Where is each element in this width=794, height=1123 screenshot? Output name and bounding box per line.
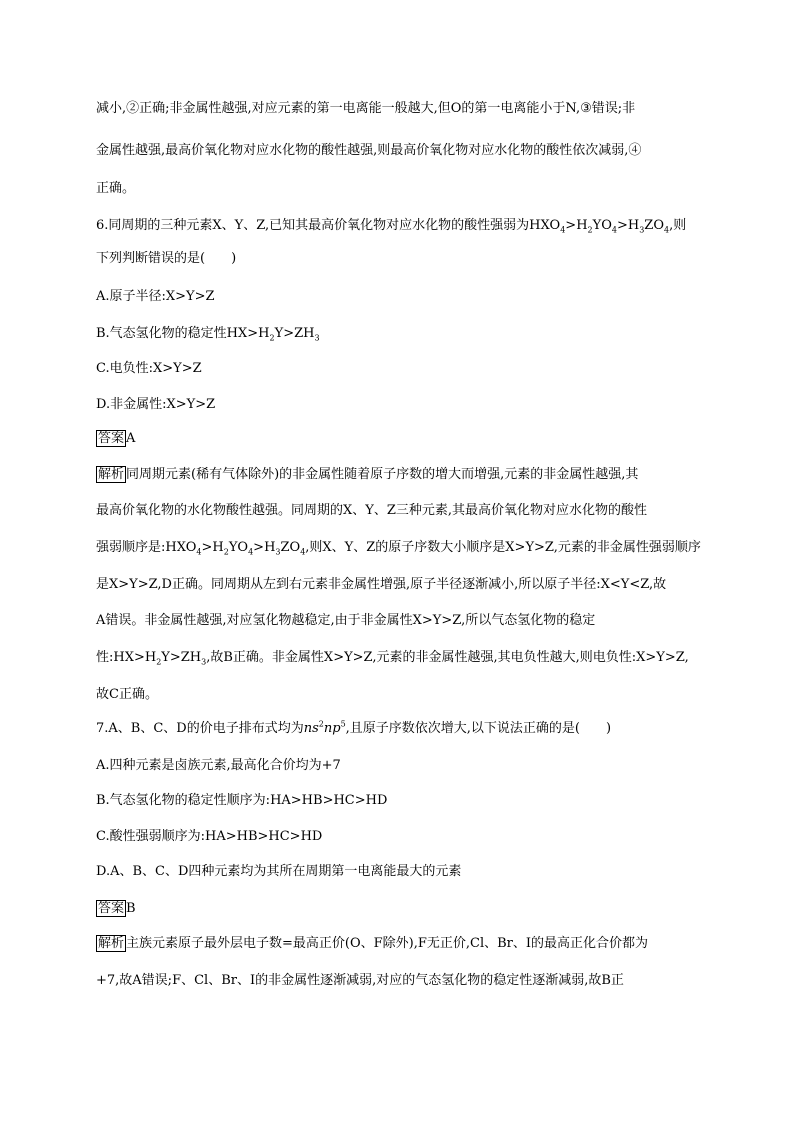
option-d: D.非金属性:X>Y>Z	[96, 397, 216, 412]
option-b: B.气态氢化物的稳定性$HX>H_2Y>ZH_3$	[96, 326, 320, 343]
text-line: 下列判断错误的是( )	[96, 251, 237, 266]
answer-label: 答案	[98, 431, 125, 446]
text-line: 最高价氧化物的水化物酸性越强。同周期的X、Y、Z三种元素,其最高价氧化物对应水化物的酸性	[96, 503, 648, 518]
text-line: 故C正确。	[96, 687, 158, 702]
analysis-line: 解析 主族元素原子最外层电子数=最高正价(O、F除外),F无正价,Cl、Br、I的最高正化合价都为	[98, 936, 649, 951]
text-line: A错误。非金属性越强,对应氢化物越稳定,由于非金属性X>Y>Z,所以气态氢化物的稳定	[96, 613, 596, 628]
text-line: 是X>Y>Z,D正确。同周期从左到右元素非金属性增强,原子半径逐渐减小,所以原子半径:X<Y<Z,故	[96, 577, 667, 592]
answer-label: 答案	[98, 901, 125, 916]
text-line: 性$:HX>H_2Y>ZH_3$,故B正确。非金属性X>Y>Z,元素的非金属性越强,其电负性越大,则电负性:X>Y>Z,	[96, 650, 689, 667]
question-6-stem: 6.同周期的三种元素X、Y、Z,已知其最高价氧化物对应水化物的酸性强弱为$HXO_4>H_2YO_4>H_3ZO_4$,则	[96, 218, 687, 235]
text-line: +7,故A错误;F、Cl、Br、I的非金属性逐渐减弱,对应的气态氢化物的稳定性逐渐减弱,故B正	[96, 973, 624, 988]
option-b: B.气态氢化物的稳定性顺序为:HA>HB>HC>HD	[96, 793, 388, 808]
analysis-label: 解析	[98, 936, 125, 951]
analysis-line: 解析 同周期元素(稀有气体除外)的非金属性随着原子序数的增大而增强,元素的非金属性越强,其	[98, 467, 639, 482]
text-line: 正确。	[96, 181, 136, 196]
option-d: D.A、B、C、D四种元素均为其所在周期第一电离能最大的元素	[96, 864, 462, 879]
option-c: C.酸性强弱顺序为:HA>HB>HC>HD	[96, 829, 323, 844]
option-c: C.电负性:X>Y>Z	[96, 361, 202, 376]
text-line: 强弱顺序是$:HXO_4>H_2YO_4>H_3ZO_4$,则X、Y、Z的原子序数大小顺序是X>Y>Z,元素的非金属性强弱顺序	[96, 540, 701, 557]
analysis-label: 解析	[98, 467, 125, 482]
text-line: 减小,②正确;非金属性越强,对应元素的第一电离能一般越大,但O的第一电离能小于N,③错误;非	[96, 101, 636, 116]
answer-line	[96, 431, 135, 447]
answer-value: B	[126, 901, 136, 916]
answer-value: A	[126, 431, 136, 446]
text-line: 金属性越强,最高价氧化物对应水化物的酸性越强,则最高价氧化物对应水化物的酸性依次减弱,④	[96, 143, 642, 158]
question-7-stem: 7.A、B、C、D的价电子排布式均为$ns^2np^5$,且原子序数依次增大,以下说法正确的是( )	[96, 719, 612, 736]
answer-line	[96, 901, 136, 917]
option-a: A.四种元素是卤族元素,最高化合价均为+7	[96, 758, 341, 773]
option-a: A.原子半径:X>Y>Z	[96, 289, 215, 304]
